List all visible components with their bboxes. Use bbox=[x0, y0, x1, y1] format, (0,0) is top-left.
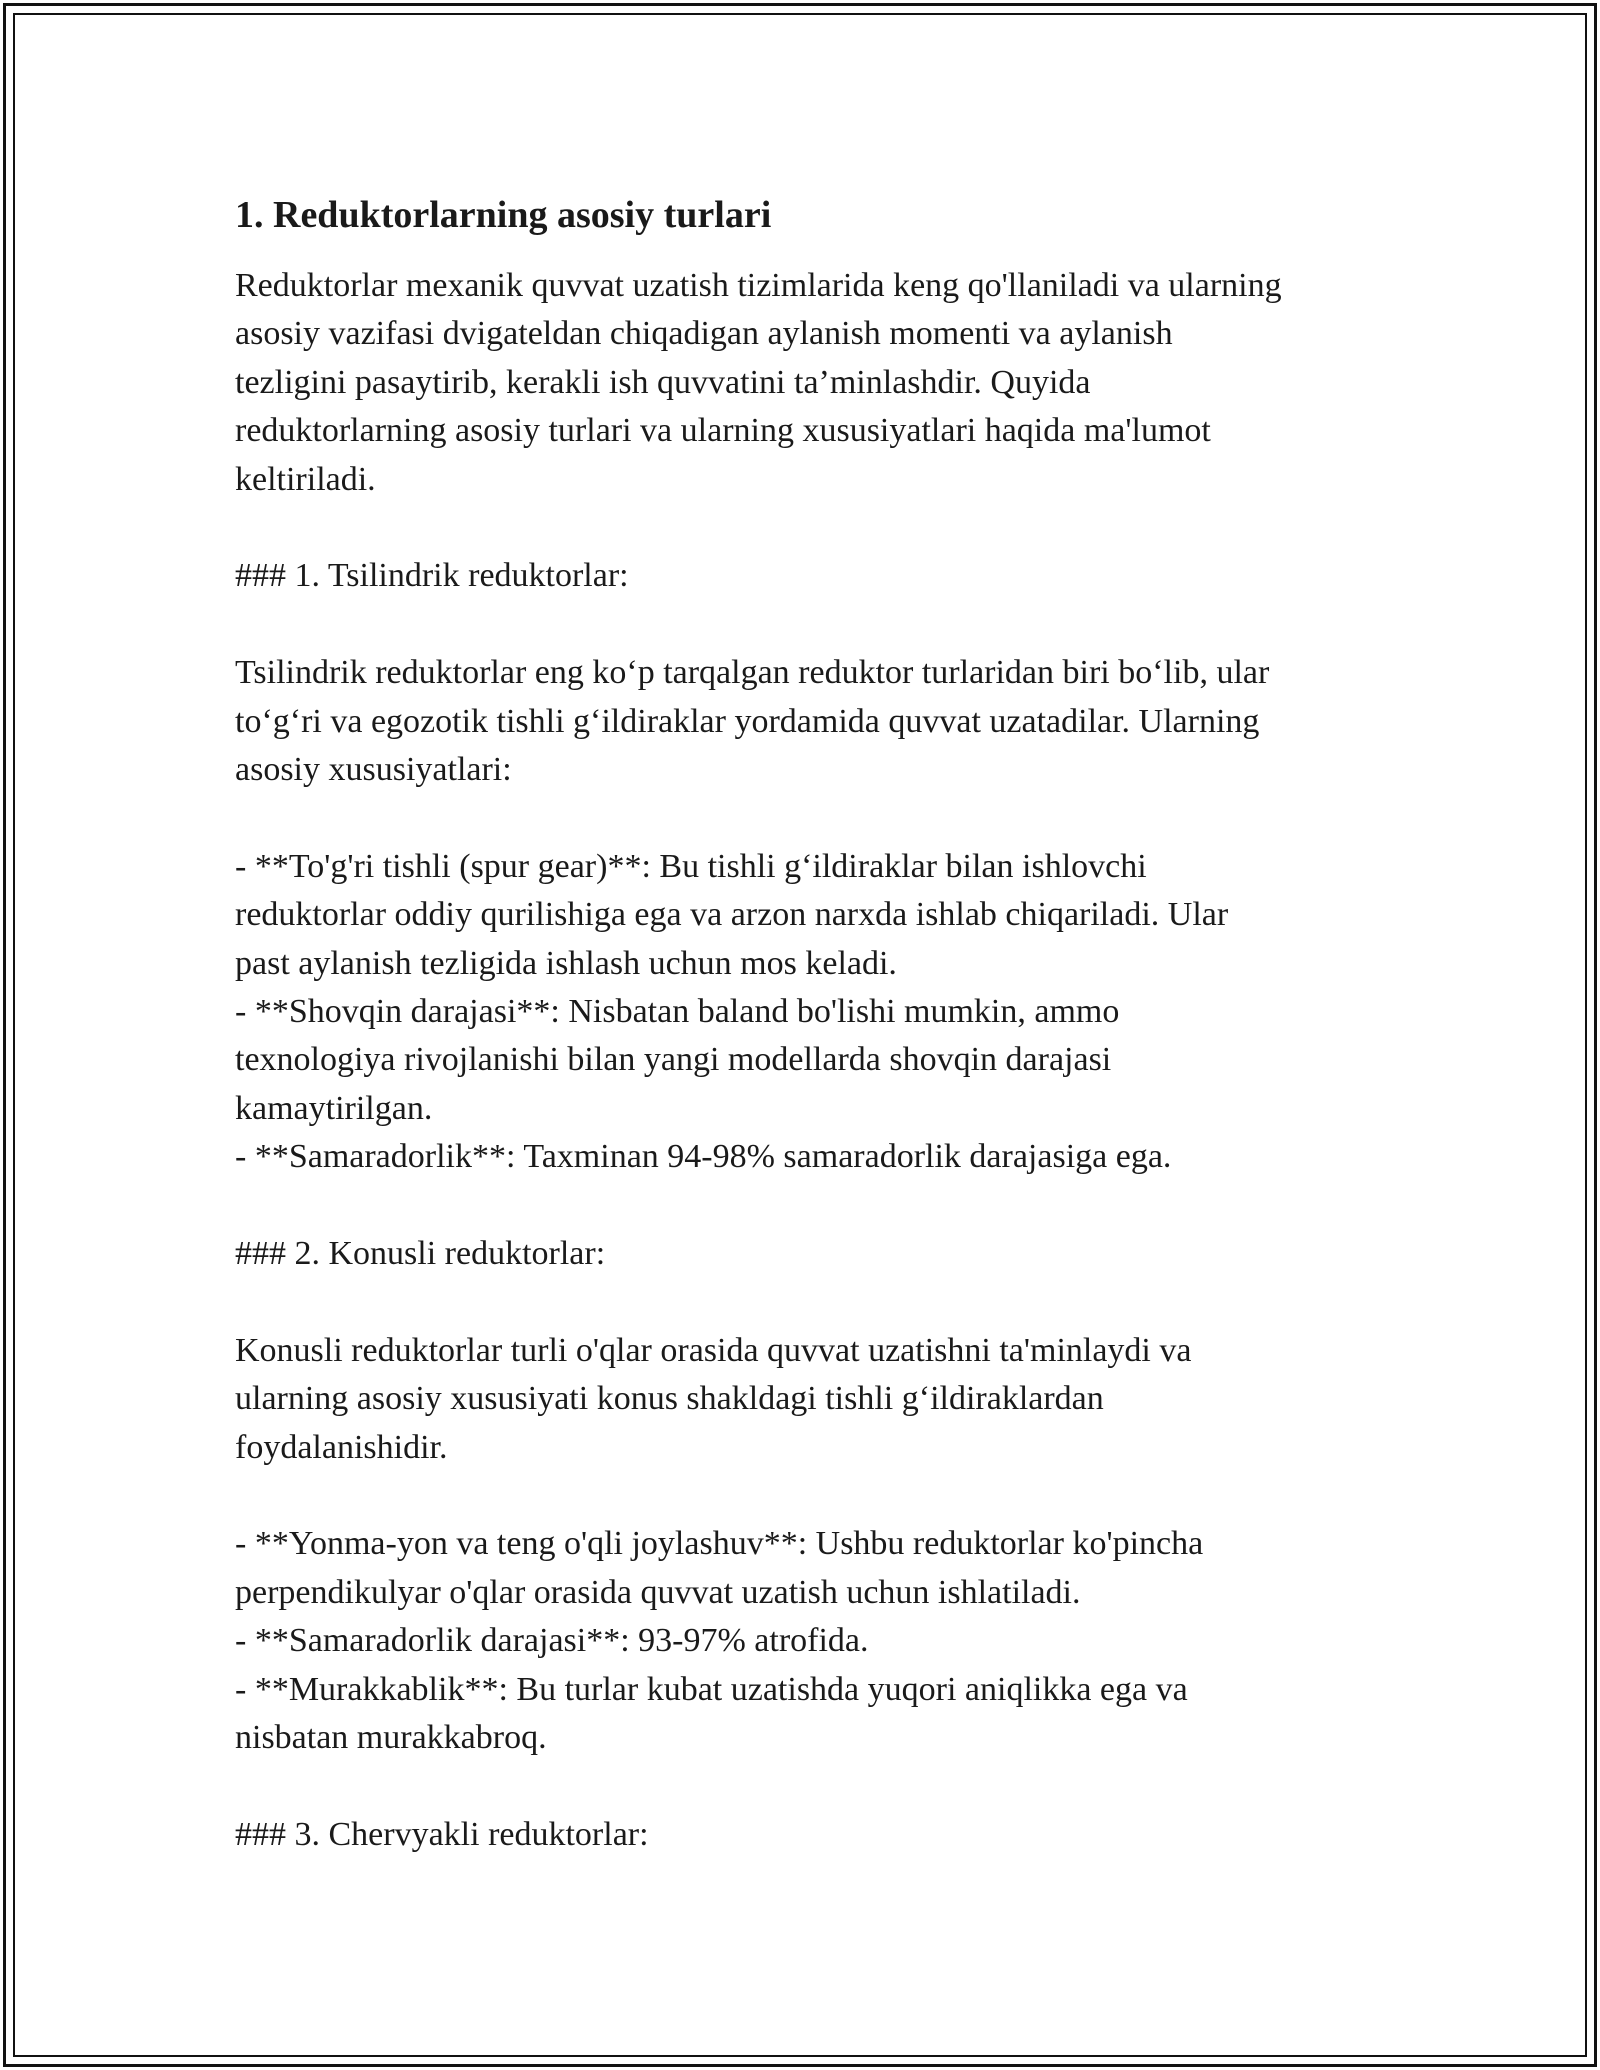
section2-paragraph-line: foydalanishidir. bbox=[235, 1428, 448, 1466]
section3-heading: ### 3. Chervyakli reduktorlar: bbox=[235, 1815, 649, 1853]
section2-list-line: - **Yonma-yon va teng o'qli joylashuv**: Ushbu reduktorlar ko'pincha bbox=[235, 1525, 1204, 1563]
intro-line: tezligini pasaytirib, kerakli ish quvvatini ta’minlashdir. Quyida bbox=[235, 363, 1091, 401]
intro-line: keltiriladi. bbox=[235, 460, 376, 498]
section2-heading: ### 2. Konusli reduktorlar: bbox=[235, 1235, 606, 1273]
section1-list-line: - **Samaradorlik**: Taxminan 94-98% samaradorlik darajasiga ega. bbox=[235, 1138, 1172, 1176]
section2-paragraph bbox=[235, 1327, 1375, 1472]
blank-line bbox=[235, 794, 1375, 842]
blank-line bbox=[235, 504, 1375, 552]
intro-line: asosiy vazifasi dvigateldan chiqadigan aylanish momenti va aylanish bbox=[235, 315, 1173, 353]
intro-paragraph bbox=[235, 262, 1375, 504]
section1-list-line: reduktorlar oddiy qurilishiga ega va arzon narxda ishlab chiqariladi. Ular bbox=[235, 896, 1229, 934]
intro-line: reduktorlarning asosiy turlari va ularning xususiyatlari haqida ma'lumot bbox=[235, 412, 1211, 450]
section1-list bbox=[235, 843, 1375, 1182]
section2-list-line: - **Samaradorlik darajasi**: 93-97% atrofida. bbox=[235, 1622, 869, 1660]
section1-list-line: past aylanish tezligida ishlash uchun mos keladi. bbox=[235, 944, 897, 982]
intro-line: Reduktorlar mexanik quvvat uzatish tizimlarida keng qo'llaniladi va ularning bbox=[235, 267, 1282, 304]
section2-paragraph-line: ularning asosiy xususiyati konus shakldagi tishli g‘ildiraklardan bbox=[235, 1380, 1104, 1418]
blank-line bbox=[235, 1278, 1375, 1326]
document-title: 1. Reduktorlarning asosiy turlari bbox=[235, 194, 772, 236]
section1-paragraph-line: to‘g‘ri va egozotik tishli g‘ildiraklar yordamida quvvat uzatadilar. Ularning bbox=[235, 702, 1260, 740]
section2-list-line: - **Murakkablik**: Bu turlar kubat uzatishda yuqori aniqlikka ega va bbox=[235, 1670, 1188, 1708]
section2-list-line: perpendikulyar o'qlar orasida quvvat uzatish uchun ishlatiladi. bbox=[235, 1573, 1081, 1611]
blank-line bbox=[235, 1182, 1375, 1230]
section1-paragraph-line: asosiy xususiyatlari: bbox=[235, 751, 512, 789]
blank-line bbox=[235, 1472, 1375, 1520]
blank-line bbox=[235, 1763, 1375, 1811]
section1-paragraph bbox=[235, 649, 1375, 794]
document-body bbox=[235, 188, 1375, 1859]
section1-list-line: texnologiya rivojlanishi bilan yangi modellarda shovqin darajasi bbox=[235, 1041, 1112, 1079]
section2-paragraph-line: Konusli reduktorlar turli o'qlar orasida quvvat uzatishni ta'minlaydi va bbox=[235, 1331, 1192, 1369]
section1-list-line: - **To'g'ri tishli (spur gear)**: Bu tishli g‘ildiraklar bilan ishlovchi bbox=[235, 847, 1147, 885]
section1-heading: ### 1. Tsilindrik reduktorlar: bbox=[235, 557, 629, 595]
section1-paragraph-line: Tsilindrik reduktorlar eng ko‘p tarqalgan reduktor turlaridan biri bo‘lib, ular bbox=[235, 654, 1270, 692]
section2-list-line: nisbatan murakkabroq. bbox=[235, 1719, 547, 1757]
section2-list bbox=[235, 1520, 1375, 1762]
blank-line bbox=[235, 601, 1375, 649]
section1-list-line: kamaytirilgan. bbox=[235, 1089, 433, 1127]
section1-list-line: - **Shovqin darajasi**: Nisbatan baland bo'lishi mumkin, ammo bbox=[235, 993, 1120, 1031]
